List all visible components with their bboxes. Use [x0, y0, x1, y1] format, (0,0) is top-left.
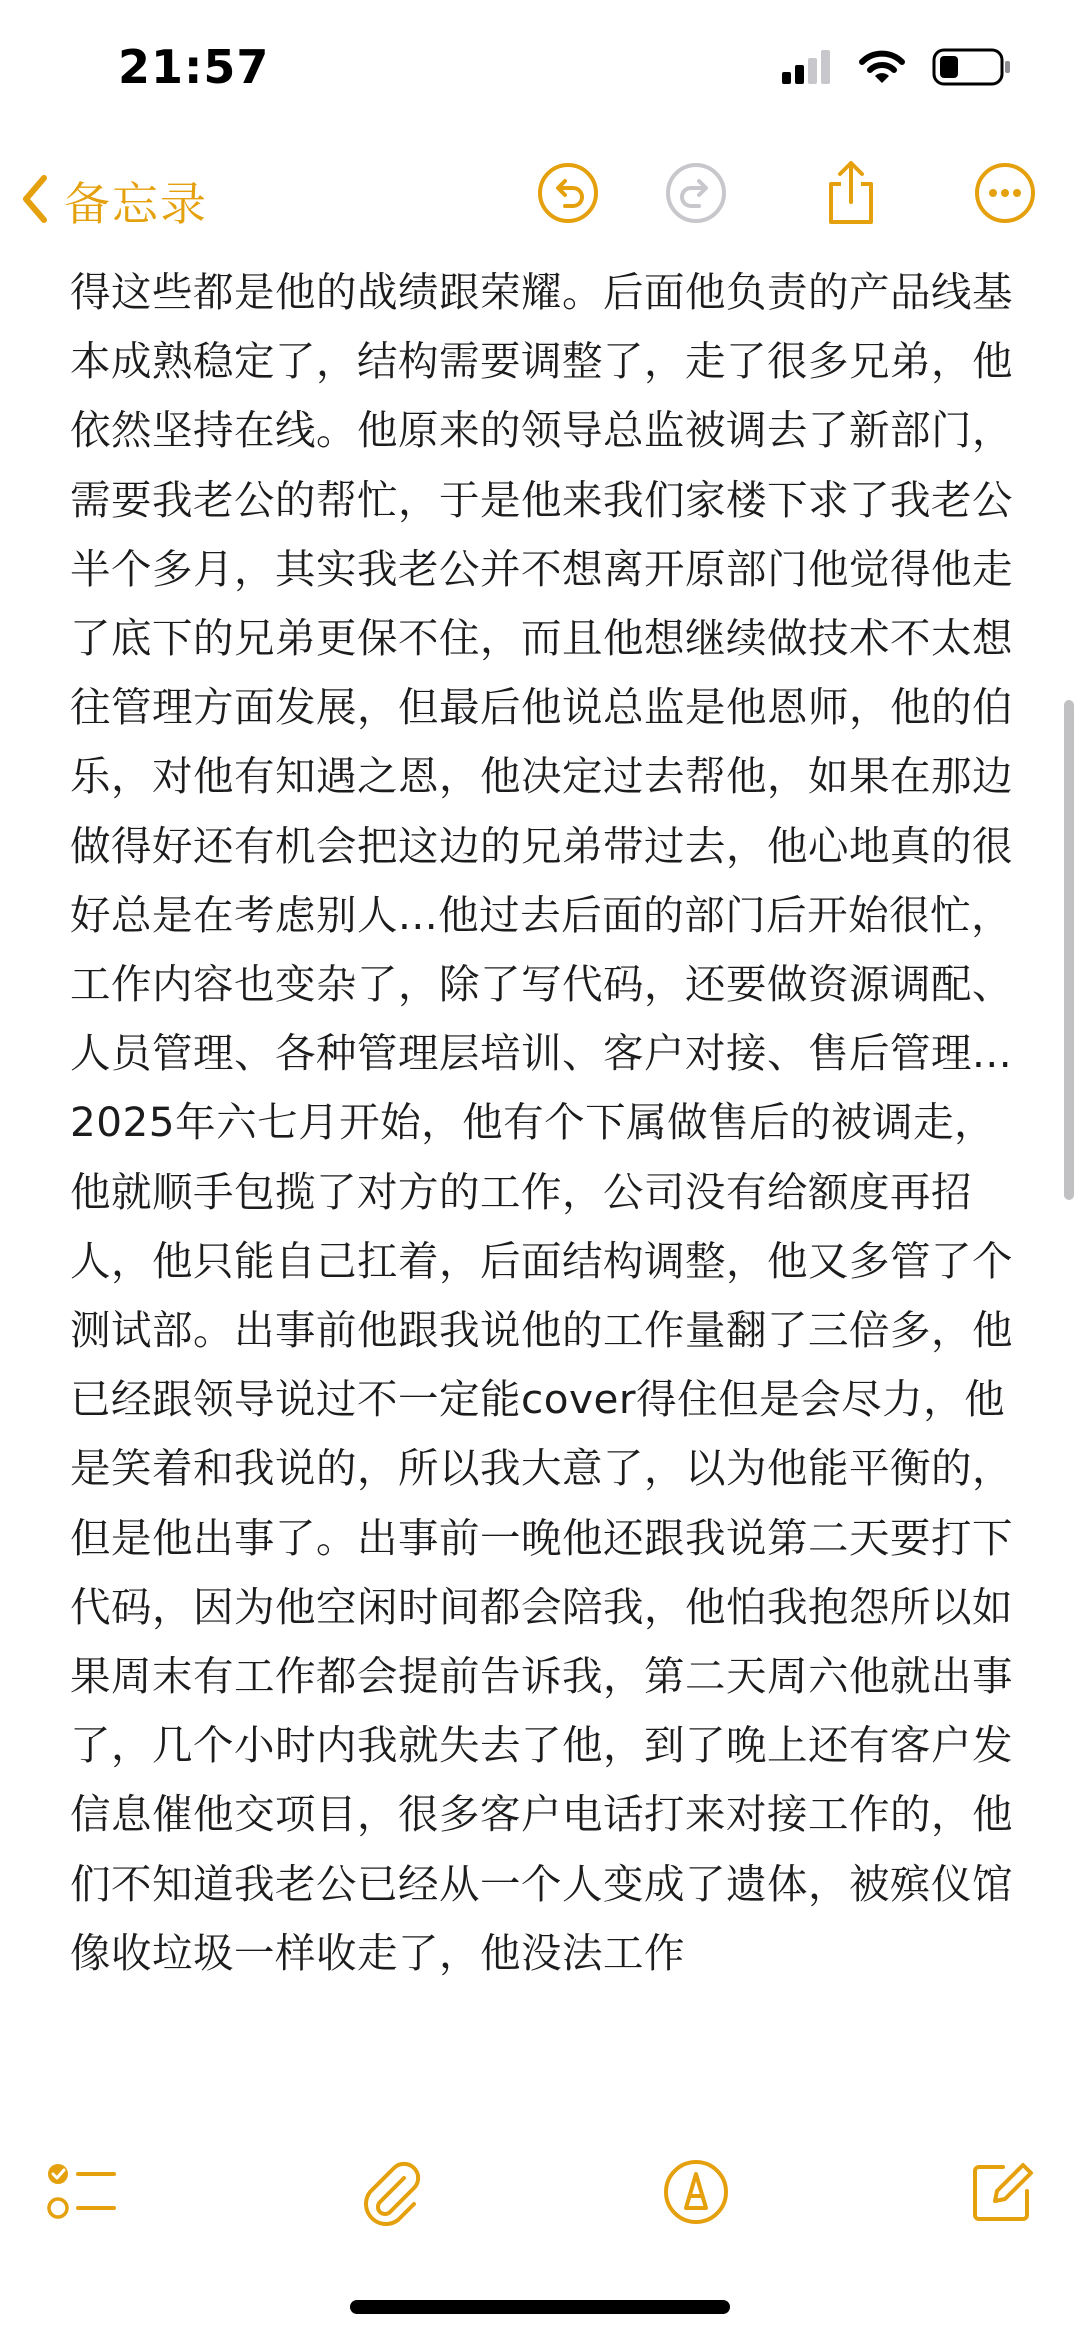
navigation-bar	[0, 150, 1080, 260]
compose-button[interactable]	[964, 2156, 1040, 2232]
wifi-icon	[858, 49, 906, 89]
signal-icon	[782, 50, 832, 88]
note-content[interactable]	[70, 258, 1020, 2118]
chevron-left-icon	[20, 172, 50, 230]
undo-icon	[537, 162, 599, 228]
back-button[interactable]	[20, 168, 208, 234]
home-indicator[interactable]	[350, 2300, 730, 2314]
compose-icon	[969, 2159, 1035, 2229]
status-time: 21:57	[118, 40, 270, 94]
status-bar	[0, 0, 1080, 150]
checklist-icon	[46, 2160, 118, 2228]
bottom-toolbar	[0, 2140, 1080, 2260]
more-button[interactable]	[972, 162, 1038, 228]
attachment-button[interactable]	[352, 2156, 428, 2232]
redo-button[interactable]	[663, 162, 729, 228]
markup-button[interactable]	[658, 2156, 734, 2232]
back-label: 备忘录	[64, 177, 208, 231]
scrollbar[interactable]	[1064, 700, 1074, 1200]
markup-icon	[662, 2158, 730, 2230]
attachment-icon	[358, 2158, 422, 2230]
more-icon	[974, 162, 1036, 228]
battery-icon	[932, 48, 1012, 90]
share-icon	[823, 160, 879, 230]
redo-icon	[665, 162, 727, 228]
note-body-text[interactable]: 得这些都是他的战绩跟荣耀。后面他负责的产品线基本成熟稳定了，结构需要调整了，走了很多兄弟，他依然坚持在线。他原来的领导总监被调去了新部门，需要我老公的帮忙，于是他来我们家楼下求了我老公半个多月，其实我老公并不想离开原部门他觉得他走了底下的兄弟更保不住，而且他想继续做技术不太想往管理方面发展，但最后他说总监是他恩师，他的伯乐，对他有知遇之恩，他决定过去帮他，如果在那边做得好还有机会把这边的兄弟带过去，他心地真的很好总是在考虑别人...他过去后面的部门后开始很忙，工作内容也变杂了，除了写代码，还要做资源调配、人员管理、各种管理层培训、客户对接、售后管理...2025年六七月开始，他有个下属做售后的被调走，他就顺手包揽了对方的工作，公司没有给额度再招人，他只能自己扛着，后面结构调整，他又多管了个测试部。出事前他跟我说他的工作量翻了三倍多，他已经跟领导说过不一定能cover得住但是会尽力，他是笑着和我说的，所以我大意了，以为他能平衡的，但是他出事了。出事前一晚他还跟我说第二天要打下代码，因为他空闲时间都会陪我，他怕我抱怨所以如果周末有工作都会提前告诉我，第二天周六他就出事了，几个小时内我就失去了他，到了晚上还有客户发信息催他交项目，很多客户电话打来对接工作的，他们不知道我老公已经从一个人变成了遗体，被殡仪馆像收垃圾一样收走了，他没法工作	[70, 268, 1013, 1977]
undo-button[interactable]	[535, 162, 601, 228]
status-icons	[782, 48, 1012, 90]
checklist-button[interactable]	[44, 2156, 120, 2232]
share-button[interactable]	[818, 162, 884, 228]
